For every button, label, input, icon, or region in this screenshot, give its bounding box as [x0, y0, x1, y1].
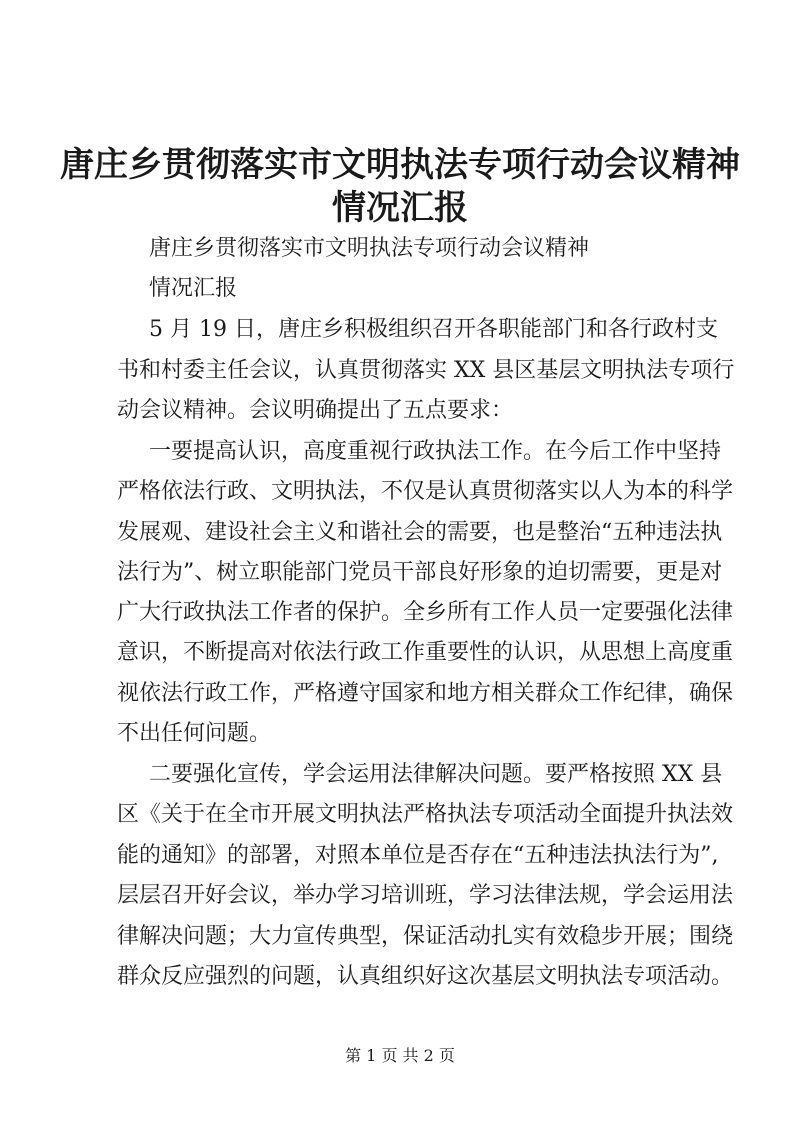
body-line: 广大行政执法工作者的保护。全乡所有工作人员一定要强化法律 [117, 600, 734, 625]
page-indicator: 第 1 页 共 2 页 [345, 1046, 455, 1065]
body-line: 律解决问题；大力宣传典型，保证活动扎实有效稳步开展；围绕 [117, 924, 734, 949]
body-line: 二要强化宣传，学会运用法律解决问题。要严格按照 XX 县 [149, 762, 723, 787]
body-line: 不出任何问题。 [117, 721, 272, 746]
body-line: 严格依法行政、文明执法，不仅是认真贯彻落实以人为本的科学 [117, 479, 734, 504]
body-line: 能的通知》的部署，对照本单位是否存在“五种违法执法行为”, [117, 843, 719, 868]
body-line: 群众反应强烈的问题，认真组织好这次基层文明执法专项活动。 [117, 964, 734, 989]
body-line: 5 月 19 日，唐庄乡积极组织召开各职能部门和各行政村支 [149, 317, 718, 342]
document-title-line-1: 唐庄乡贯彻落实市文明执法专项行动会议精神 [60, 145, 740, 185]
body-line: 一要提高认识，高度重视行政执法工作。在今后工作中坚持 [149, 439, 722, 464]
body-line: 视依法行政工作，严格遵守国家和地方相关群众工作纪律，确保 [117, 681, 734, 706]
body-line: 法行为”、树立职能部门党员干部良好形象的迫切需要，更是对 [117, 560, 723, 585]
body-line: 区《关于在全市开展文明执法严格执法专项活动全面提升执法效 [117, 802, 734, 827]
document-title-line-2: 情况汇报 [332, 188, 468, 228]
body-line: 书和村委主任会议，认真贯彻落实 XX 县区基层文明执法专项行 [117, 358, 735, 383]
body-line: 唐庄乡贯彻落实市文明执法专项行动会议精神 [149, 236, 590, 261]
body-line: 情况汇报 [149, 276, 238, 301]
body-line: 发展观、建设社会主义和谐社会的需要，也是整治“五种违法执 [117, 520, 723, 545]
body-line: 意识，不断提高对依法行政工作重要性的认识，从思想上高度重 [117, 640, 734, 665]
body-line: 层层召开好会议，举办学习培训班，学习法律法规，学会运用法 [117, 883, 734, 908]
body-line: 动会议精神。会议明确提出了五点要求： [117, 398, 514, 423]
